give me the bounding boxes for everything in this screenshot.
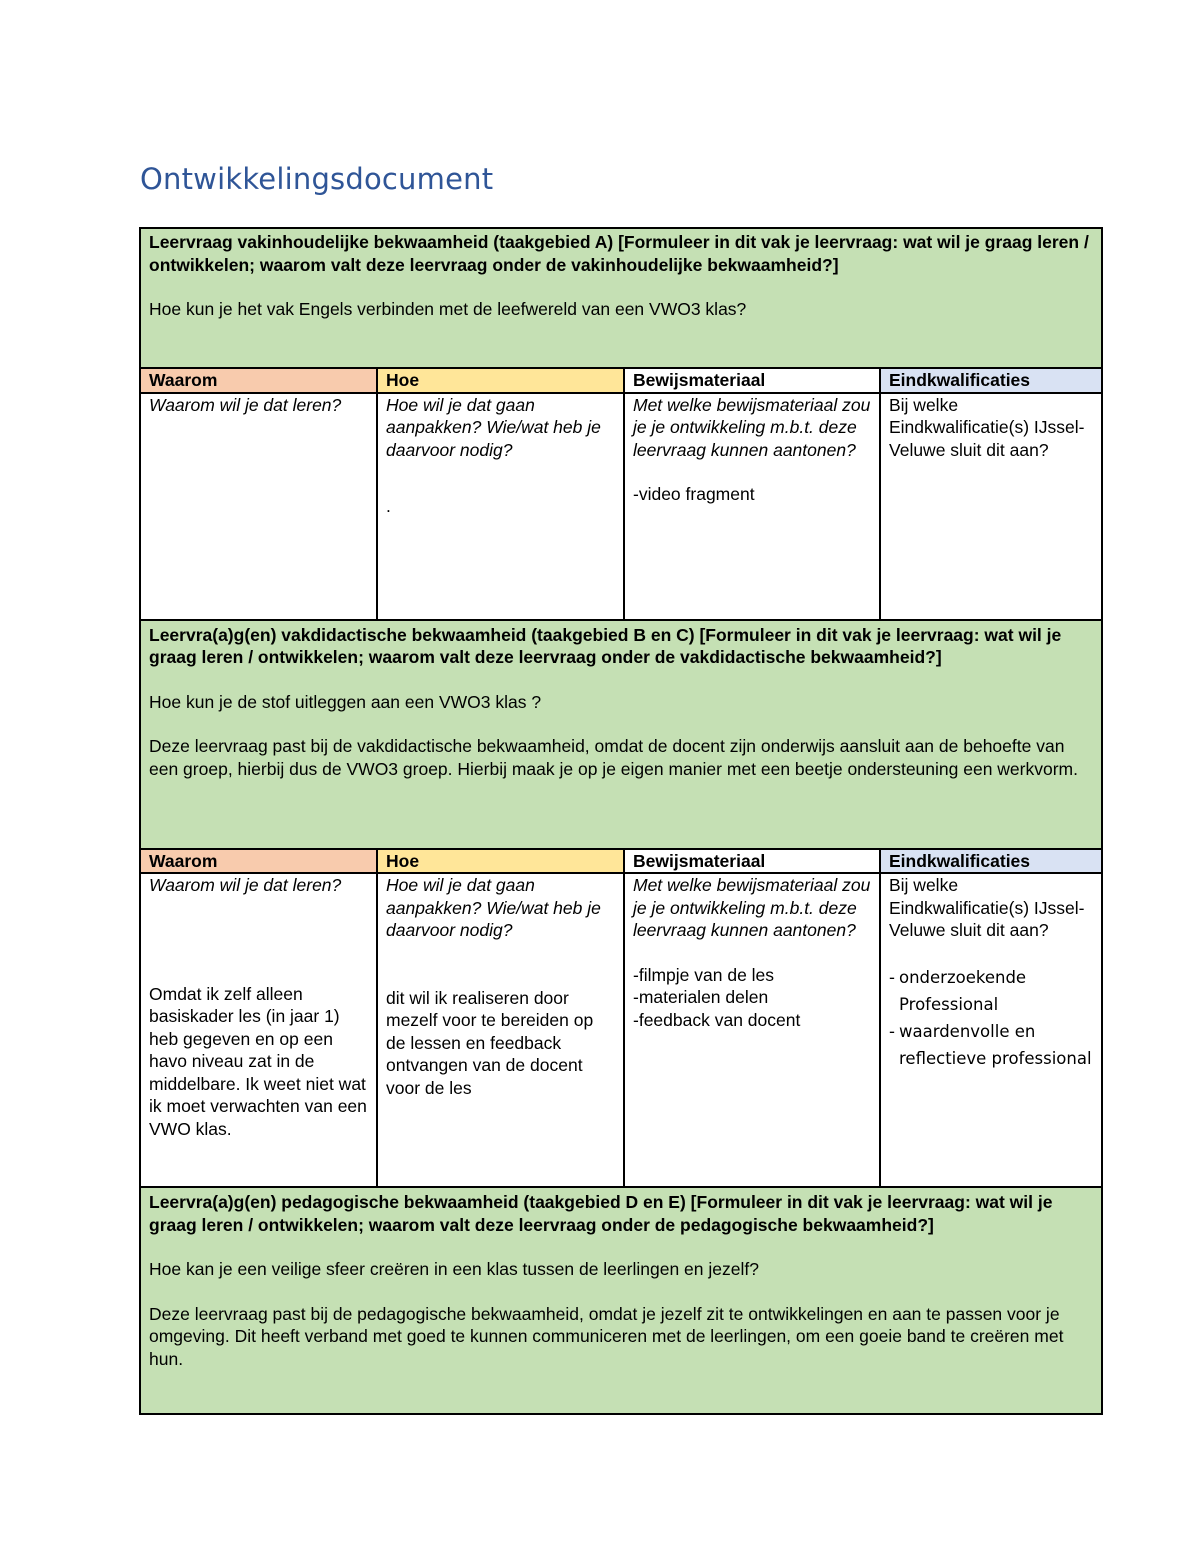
section-a-hoe-cell: [377, 393, 624, 620]
section-bc-bewijs-item: -filmpje van de les: [633, 964, 775, 985]
section-a-waarom-cell: [140, 393, 377, 620]
section-de-row: [140, 1187, 1102, 1414]
eind-prompt: Bij welke Eindkwalificatie(s) IJssel-Veluwe sluit dit aan?: [889, 875, 1085, 940]
header-eindkwalificaties: Eindkwalificaties: [880, 368, 1102, 393]
section-de-heading: Leervra(a)g(en) pedagogische bekwaamheid (taakgebied D en E) [Formuleer in dit vak je leervraag: wat wil je graag leren / ontwikkelen; waarom valt deze leervraag onder de pedagogische bekwaamheid?]: [149, 1192, 1053, 1235]
section-bc-bewijs-item: -feedback van docent: [633, 1009, 801, 1030]
section-bc-answers-row: [140, 873, 1102, 1187]
development-table: [139, 227, 1103, 1415]
header-hoe: Hoe: [377, 849, 624, 874]
section-a-cell: [140, 228, 1102, 368]
section-bc-bewijs-cell: [624, 873, 880, 1187]
section-a-heading: Leervraag vakinhoudelijke bekwaamheid (taakgebied A) [Formuleer in dit vak je leervraag: wat wil je graag leren / ontwikkelen; waarom valt deze leervraag onder de vakinhoudelijke bekwaamheid?]: [149, 232, 1089, 275]
section-a-bewijs-cell: [624, 393, 880, 620]
eind-list-item: - waardenvolle en reflectieve professional: [889, 1021, 1092, 1068]
section-bc-hoe-cell: [377, 873, 624, 1187]
section-bc-bewijs-item: -materialen delen: [633, 987, 769, 1007]
section-bc-question: Hoe kun je de stof uitleggen aan een VWO3 klas ?: [149, 691, 542, 712]
bewijs-prompt: Met welke bewijsmateriaal zou je je ontwikkeling m.b.t. deze leervraag kunnen aantonen?: [633, 394, 871, 460]
section-bc-waarom-cell: [140, 873, 377, 1187]
eind-prompt: Bij welke Eindkwalificatie(s) IJssel-Veluwe sluit dit aan?: [889, 394, 1085, 460]
section-a-row: [140, 228, 1102, 368]
section-de-question: Hoe kan je een veilige sfeer creëren in een klas tussen de leerlingen en jezelf?: [149, 1259, 759, 1279]
section-bc-explanation: Deze leervraag past bij de vakdidactische bekwaamheid, omdat de docent zijn onderwijs aansluit aan de behoefte van een groep, hierbij dus de VWO3 groep. Hierbij maak je op je eigen manier met een beetje ondersteuning een werkvorm.: [149, 736, 1078, 779]
hoe-prompt: Hoe wil je dat gaan aanpakken? Wie/wat heb je daarvoor nodig?: [386, 394, 601, 460]
waarom-prompt: Waarom wil je dat leren?: [149, 394, 342, 415]
section-a-question: Hoe kun je het vak Engels verbinden met de leefwereld van een VWO3 klas?: [149, 299, 747, 319]
section-bc-waarom-answer: Omdat ik zelf alleen basiskader les (in jaar 1) heb gegeven en op een havo niveau zat in de middelbare. Ik weet niet wat ik moet verwachten van een VWO klas.: [149, 983, 367, 1139]
section-bc-row: [140, 620, 1102, 849]
header-waarom: Waarom: [140, 368, 377, 393]
section-bc-eind-cell: [880, 873, 1102, 1187]
header-bewijsmateriaal: Bewijsmateriaal: [624, 368, 880, 393]
header-waarom: Waarom: [140, 849, 377, 874]
waarom-prompt: Waarom wil je dat leren?: [149, 875, 342, 895]
section-de-cell: [140, 1187, 1102, 1414]
eind-list-item: - onderzoekende Professional: [889, 967, 1027, 1014]
section-a-answers-row: [140, 393, 1102, 620]
hoe-prompt: Hoe wil je dat gaan aanpakken? Wie/wat heb je daarvoor nodig?: [386, 875, 601, 940]
section-bc-column-headers: [140, 849, 1102, 874]
section-de-explanation: Deze leervraag past bij de pedagogische bekwaamheid, omdat je jezelf zit te ontwikkelingen en aan te passen voor je omgeving. Dit heeft verband met goed te kunnen communiceren met de leerlingen, om een goeie band te creëren met hun.: [149, 1303, 1064, 1369]
section-a-eind-cell: [880, 393, 1102, 620]
section-bc-eind-list: [889, 964, 1093, 1072]
section-a-hoe-answer: .: [386, 496, 391, 516]
page-title: Ontwikkelingsdocument: [140, 162, 494, 196]
header-hoe: Hoe: [377, 368, 624, 393]
header-bewijsmateriaal: Bewijsmateriaal: [624, 849, 880, 874]
header-eindkwalificaties: Eindkwalificaties: [880, 849, 1102, 874]
section-a-bewijs-answer: -video fragment: [633, 484, 755, 504]
section-bc-heading: Leervra(a)g(en) vakdidactische bekwaamheid (taakgebied B en C) [Formuleer in dit vak je leervraag: wat wil je graag leren / ontwikkelen; waarom valt deze leervraag onder de vakdidactische bekwaamheid?]: [149, 624, 1062, 667]
section-a-column-headers: [140, 368, 1102, 393]
section-bc-cell: [140, 620, 1102, 849]
bewijs-prompt: Met welke bewijsmateriaal zou je je ontwikkeling m.b.t. deze leervraag kunnen aantonen?: [633, 875, 871, 940]
section-bc-hoe-answer: dit wil ik realiseren door mezelf voor te bereiden op de lessen en feedback ontvangen van de docent voor de les: [386, 987, 594, 1098]
